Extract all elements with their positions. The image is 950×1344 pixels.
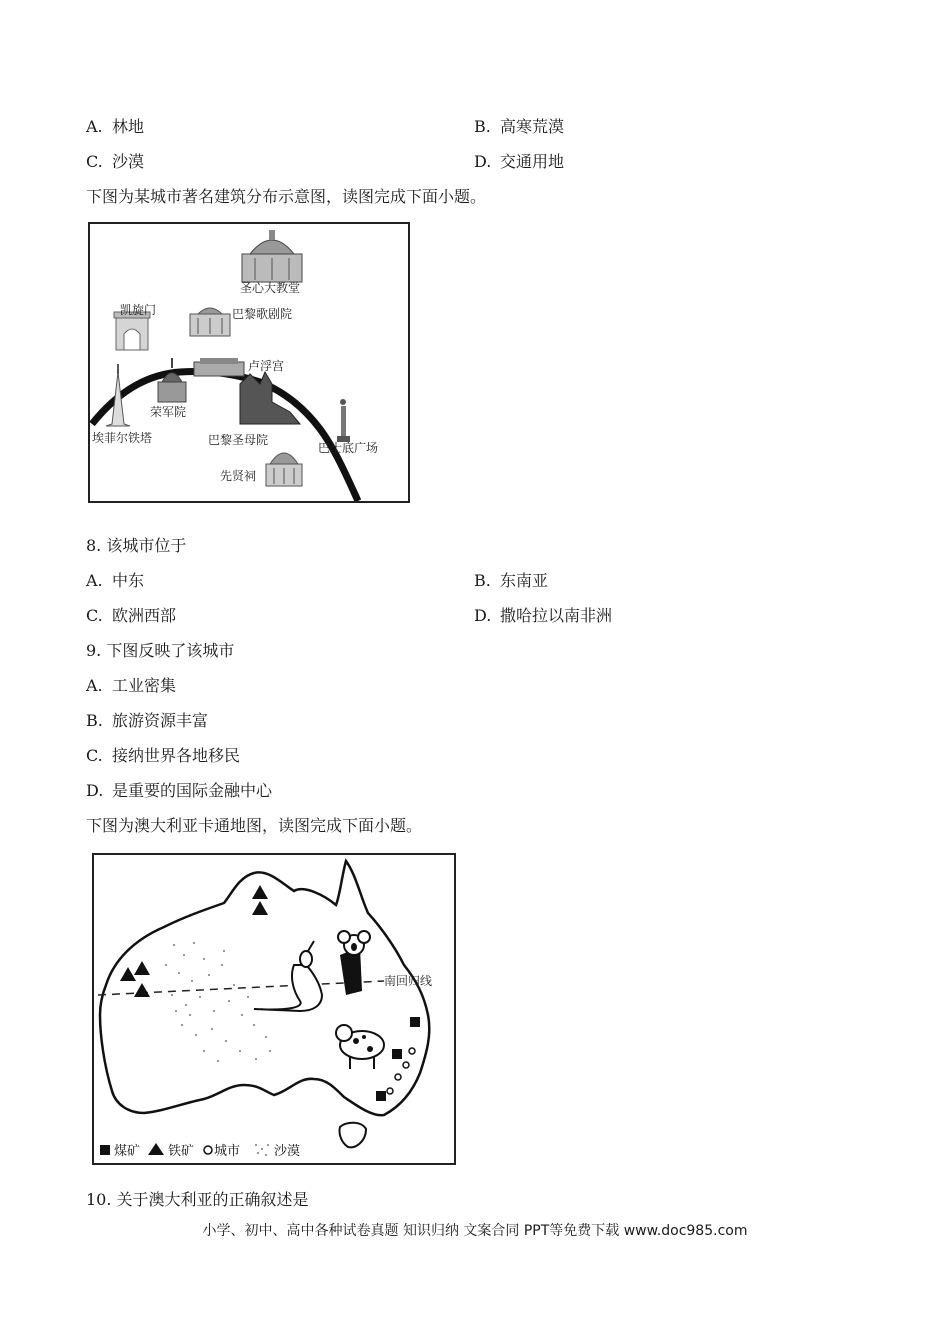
q9-option-d: D. 是重要的国际金融中心 xyxy=(86,781,273,800)
page-footer: 小学、初中、高中各种试卷真题 知识归纳 文案合同 PPT等免费下载 www.doc985.com xyxy=(202,1223,748,1239)
legend-city: 城市 xyxy=(214,1144,241,1159)
paris-map-svg xyxy=(90,224,408,501)
q8-stem: 8. 该城市位于 xyxy=(86,536,187,555)
invalides-icon xyxy=(158,358,186,402)
q8-option-c: C. 欧洲西部 xyxy=(86,606,177,625)
australia-map-svg xyxy=(94,855,454,1163)
legend-coal-swatch xyxy=(100,1145,110,1155)
q9-option-b: B. 旅游资源丰富 xyxy=(86,711,209,730)
label-bastille: 巴士底广场 xyxy=(318,441,379,455)
opera-icon xyxy=(190,308,230,336)
legend-iron: 铁矿 xyxy=(168,1144,195,1159)
continent-outline xyxy=(100,861,429,1115)
q8-option-a: A. 中东 xyxy=(86,571,145,590)
q9-option-c: C. 接纳世界各地移民 xyxy=(86,746,241,765)
label-pantheon: 先贤祠 xyxy=(220,469,257,483)
paris-landmarks-map xyxy=(88,222,410,503)
q8-option-b: B. 东南亚 xyxy=(474,571,549,590)
label-opera: 巴黎歌剧院 xyxy=(232,307,293,321)
q7-option-d: D. 交通用地 xyxy=(474,152,565,171)
map-legend xyxy=(100,1143,300,1159)
intro-paris: 下图为某城市著名建筑分布示意图，读图完成下面小题。 xyxy=(86,187,487,206)
q9-stem: 9. 下图反映了该城市 xyxy=(86,641,235,660)
louvre-icon xyxy=(194,358,244,376)
q10-stem: 10. 关于澳大利亚的正确叙述是 xyxy=(86,1190,309,1209)
label-tropic: 南回归线 xyxy=(384,974,433,988)
legend-desert-swatch xyxy=(255,1144,269,1156)
label-arc: 凯旋门 xyxy=(120,303,157,317)
legend-desert: 沙漠 xyxy=(274,1144,301,1159)
label-louvre: 卢浮宫 xyxy=(248,359,285,373)
intro-australia: 下图为澳大利亚卡通地图，读图完成下面小题。 xyxy=(86,816,423,835)
label-sacre-coeur: 圣心大教堂 xyxy=(240,281,301,295)
legend-iron-swatch xyxy=(148,1143,164,1155)
sacre-coeur-icon xyxy=(242,230,302,282)
q7-option-c: C. 沙漠 xyxy=(86,152,145,171)
q8-option-d: D. 撒哈拉以南非洲 xyxy=(474,606,613,625)
q7-option-b: B. 高寒荒漠 xyxy=(474,117,565,136)
australia-cartoon-map xyxy=(92,853,456,1165)
label-eiffel: 埃菲尔铁塔 xyxy=(92,431,153,445)
bastille-column-icon xyxy=(337,399,350,442)
tasmania-outline xyxy=(339,1123,366,1148)
q9-option-a: A. 工业密集 xyxy=(86,676,177,695)
pantheon-icon xyxy=(266,453,302,486)
label-notre-dame: 巴黎圣母院 xyxy=(208,433,269,447)
label-invalides: 荣军院 xyxy=(150,405,187,419)
legend-city-swatch xyxy=(204,1146,212,1154)
legend-coal: 煤矿 xyxy=(114,1144,141,1159)
arc-de-triomphe-icon xyxy=(114,312,150,350)
q7-option-a: A. 林地 xyxy=(86,117,145,136)
